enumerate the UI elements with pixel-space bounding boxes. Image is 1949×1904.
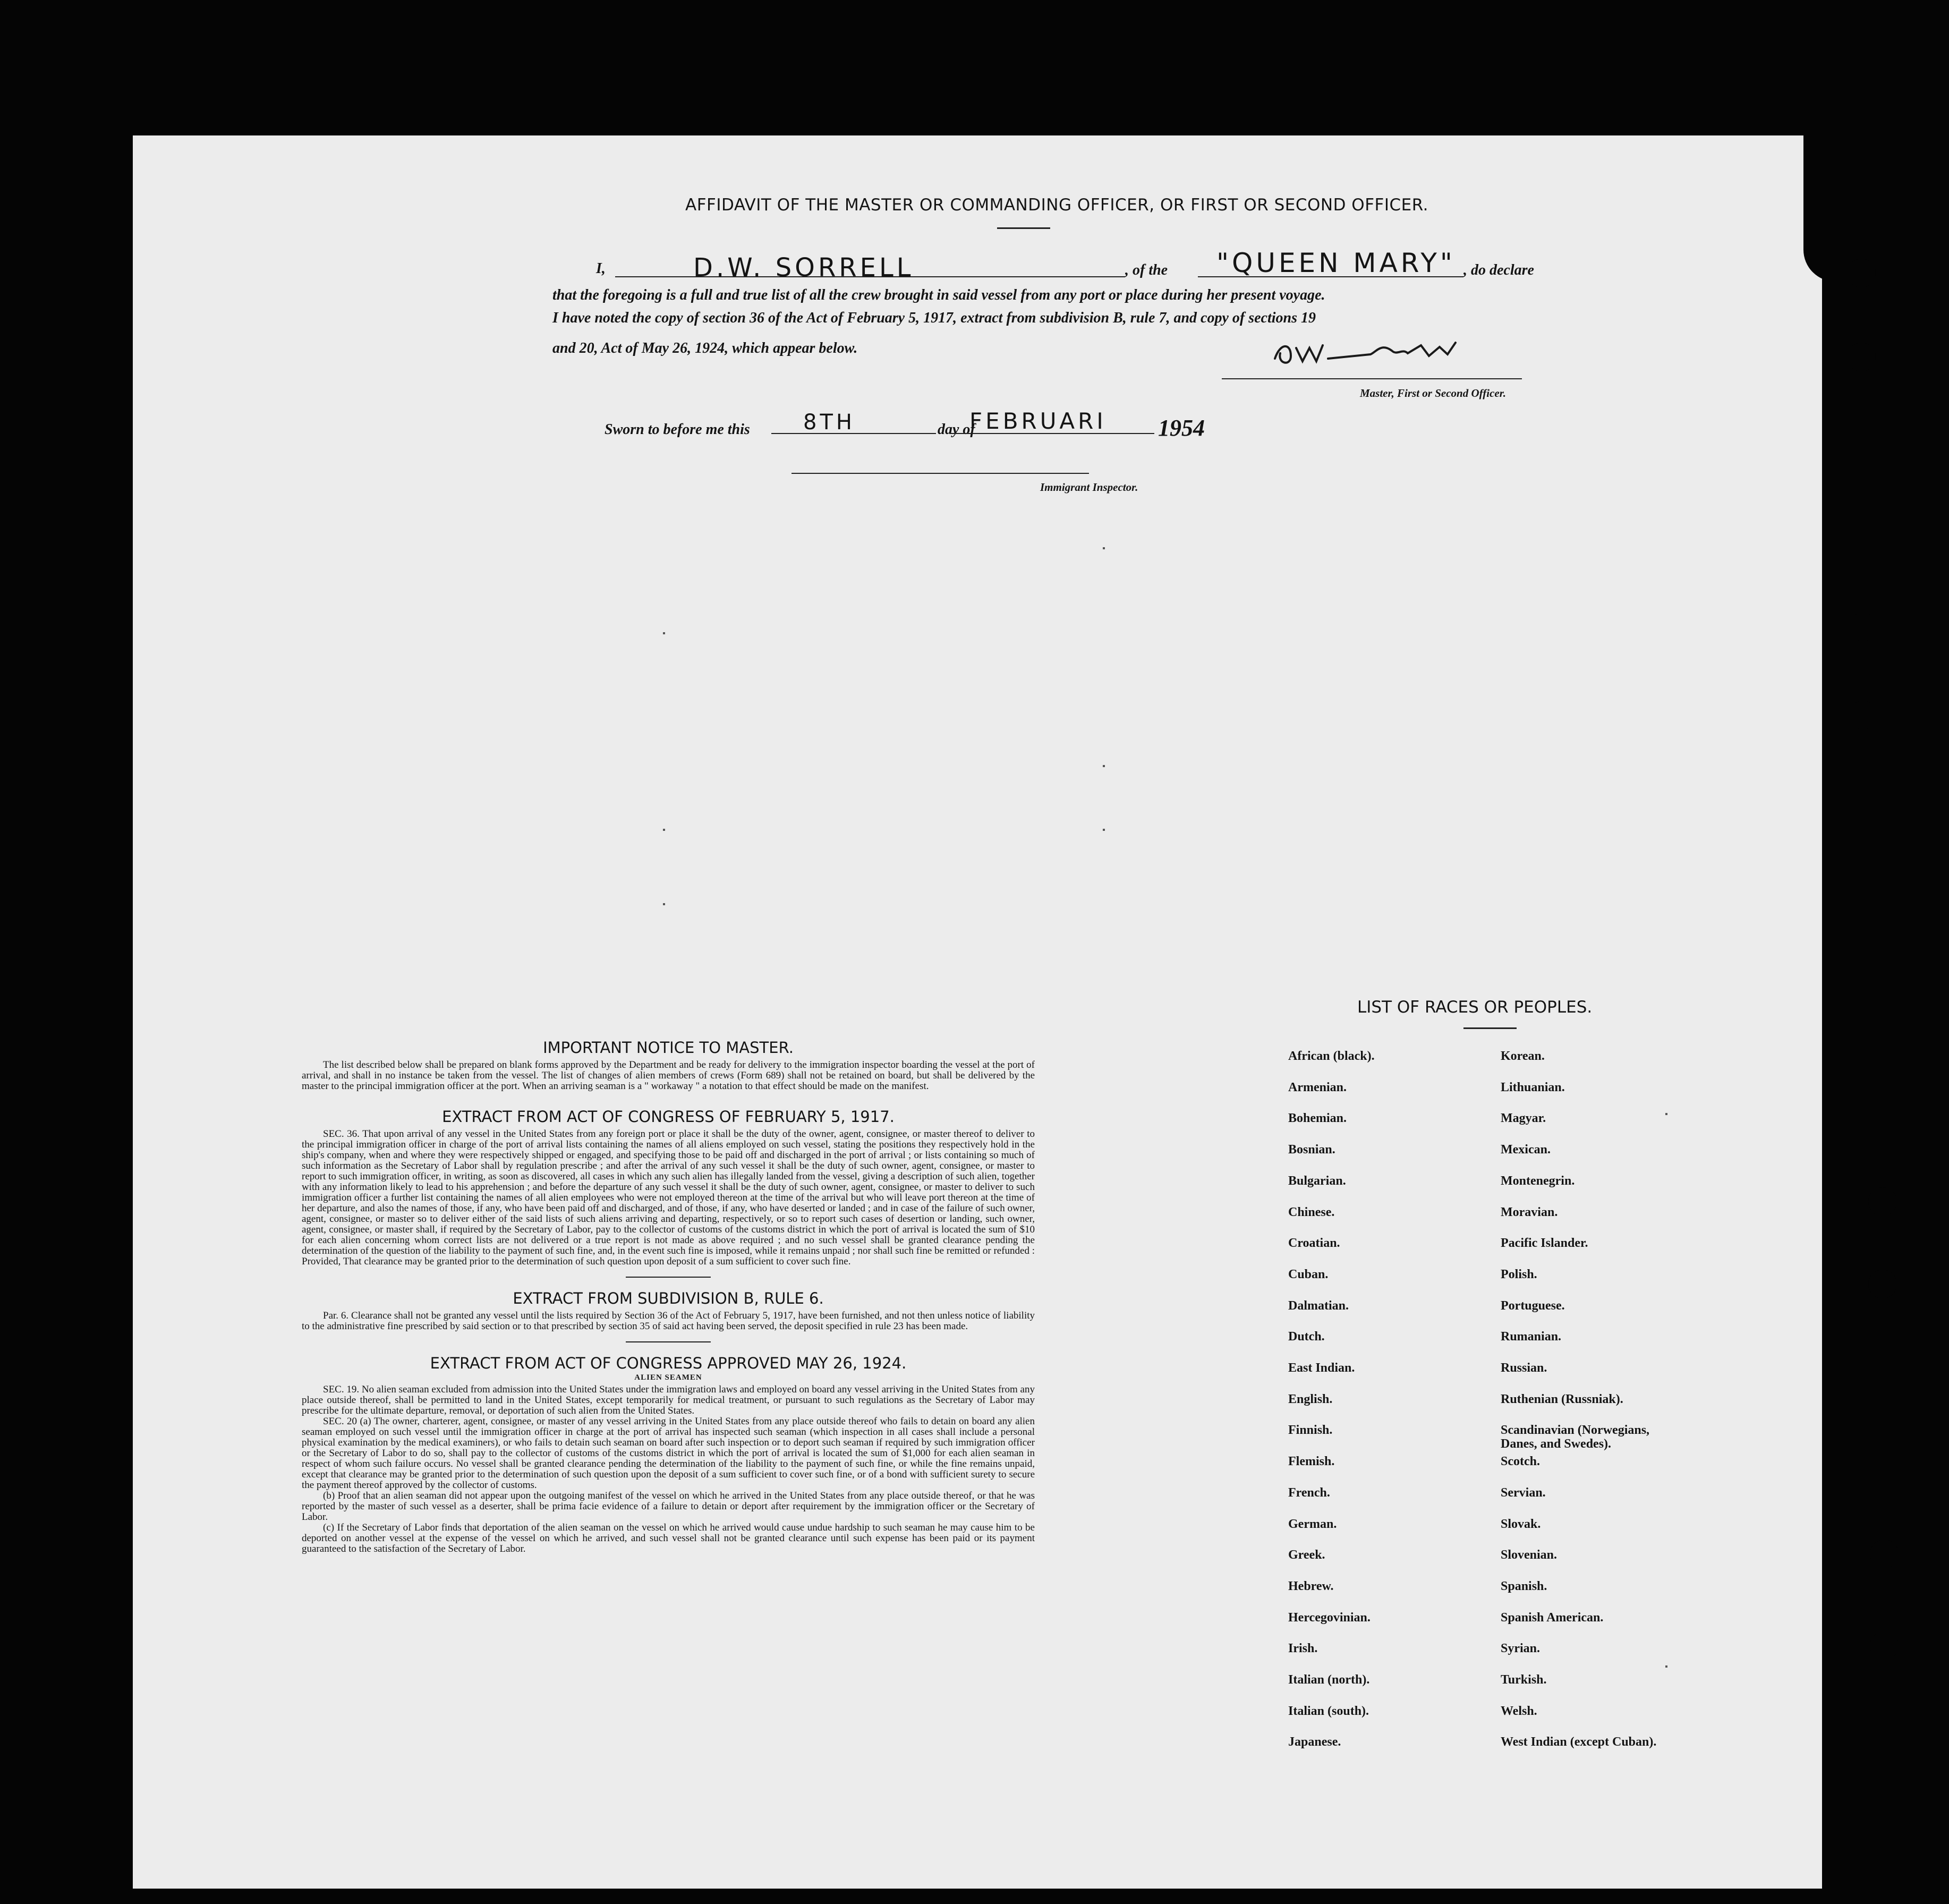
- race-item: Bulgarian.: [1288, 1174, 1346, 1188]
- line1-prefix: I,: [596, 260, 606, 277]
- race-item: Bohemian.: [1288, 1111, 1347, 1125]
- speck: [1665, 1665, 1667, 1668]
- sworn-mid: day of: [938, 421, 975, 438]
- race-item: Dutch.: [1288, 1330, 1325, 1344]
- race-item: Scotch.: [1501, 1455, 1540, 1468]
- vessel-name-field[interactable]: "QUEEN MARY": [1216, 248, 1456, 278]
- race-item: Portuguese.: [1501, 1299, 1565, 1313]
- affidavit-title: AFFIDAVIT OF THE MASTER OR COMMANDING OFFICER, OR FIRST OR SECOND OFFICER.: [685, 196, 1429, 215]
- notice-title: IMPORTANT NOTICE TO MASTER.: [543, 1039, 794, 1057]
- line1-suffix: , do declare: [1463, 262, 1534, 278]
- section-divider: [626, 1341, 711, 1342]
- race-item: Pacific Islander.: [1501, 1236, 1588, 1250]
- race-item: Dalmatian.: [1288, 1299, 1349, 1313]
- binder-hole: [1870, 1631, 1899, 1660]
- binder-hole: [1868, 1270, 1897, 1298]
- race-item: Korean.: [1501, 1049, 1545, 1063]
- notice-text: The list described below shall be prepared on blank forms approved by the Department and be ready for delivery to the immigration inspector boarding the vessel at the port of arrival, and shall in no instance be taken from the vessel. The list of changes of alien members of crews (Form 689) shall not be retained on board, but shall be delivered by the master to the principal immigration officer at the port. When an arriving seaman is a " workaway " a notation to that effect should be made on the manifest.: [302, 1059, 1035, 1092]
- race-item: Ruthenian (Russniak).: [1501, 1392, 1623, 1406]
- extract-1924-subtitle: ALIEN SEAMEN: [634, 1373, 702, 1382]
- extract-1917-text: SEC. 36. That upon arrival of any vessel in the United States from any foreign port or place it shall be the duty of the owner, agent, consignee, or master thereof to deliver to the principal immigration officer in charge of the port of arrival lists containing the names of all aliens employed on such vessel, stating the positions they respectively hold in the ship's company, when and where they were respectively shipped or engaged, and specifying those to be paid off and discharged in the port of arrival ; or lists containing so much of such information as the Secretary of Labor shall by regulation prescribe ; and after the arrival of any such vessel it shall be the duty of such owner, agent, consignee, or master to report to such immigration officer, in writing, as soon as discovered, all cases in which any such alien has illegally landed from the vessel, giving a description of such alien, together with any information likely to lead to his apprehension ; and before the departure of any such vessel it shall be the duty of such owner, agent, consignee, or master to deliver to such immigration officer a further list containing the names of all alien employees who were not employed thereon at the time of the arrival but who will leave port thereon at the time of her departure, and also the names of those, if any, who have been paid off and discharged, and of those, if any, who have deserted or landed ; and in case of the failure of such owner, agent, consignee, or master so to deliver either of the said lists of such aliens arriving and departing, respectively, or so to report such cases of desertion or landing, such owner, agent, consignee, or master shall, if required by the Secretary of Labor, pay to the collector of customs of the customs district in which the port of arrival is located the sum of $10 for each alien concerning whom correct lists are not delivered or a true report is not made as above required ; and no such vessel shall be granted clearance pending the determination of the question of the liability to the payment of such fine, and, in the event such fine is imposed, while it remains unpaid ; nor shall such fine be remitted or refunded : Provided, That clearance may be granted prior to the determination of such question upon deposit of a sum sufficient to cover such fine.: [302, 1128, 1035, 1267]
- race-item: Spanish American.: [1501, 1611, 1604, 1625]
- race-item: Greek.: [1288, 1548, 1325, 1562]
- title-underline: [997, 227, 1050, 229]
- inspector-caption: Immigrant Inspector.: [1040, 481, 1138, 494]
- speck: [1665, 1113, 1667, 1115]
- races-title: LIST OF RACES OR PEOPLES.: [1357, 998, 1593, 1017]
- master-signature: [1270, 327, 1471, 375]
- officer-name-field[interactable]: D.W. SORRELL: [693, 253, 914, 283]
- extract-1924-sec20c: (c) If the Secretary of Labor finds that deportation of the alien seaman on the vessel on which he arrived would cause undue hardship to such seaman he may cause him to be deported on another vessel at the expense of the vessel on which he arrived, and such vessel shall not be granted clearance until such expense has been paid or its payment guaranteed to the satisfaction of the Secretary of Labor.: [302, 1522, 1035, 1554]
- binder-hole: [1849, 701, 1877, 729]
- race-item: Slovak.: [1501, 1517, 1541, 1531]
- extract-1924-title: EXTRACT FROM ACT OF CONGRESS APPROVED MAY 26, 1924.: [430, 1354, 907, 1372]
- race-item: Mexican.: [1501, 1143, 1551, 1157]
- race-item: West Indian (except Cuban).: [1501, 1735, 1657, 1749]
- master-caption: Master, First or Second Officer.: [1360, 387, 1506, 400]
- affidavit-body-line4: and 20, Act of May 26, 1924, which appear below.: [552, 340, 858, 356]
- race-item: Magyar.: [1501, 1111, 1546, 1125]
- race-item: Armenian.: [1288, 1081, 1347, 1094]
- extract-rule6-text: Par. 6. Clearance shall not be granted any vessel until the lists required by Section 36 of the Act of February 5, 1917, have been furnished, and not then unless notice of liability to the administrative fine prescribed by said section or to that prescribed by section 35 of said act having been served, the deposit specified in rule 23 has been made.: [302, 1310, 1035, 1332]
- race-item: East Indian.: [1288, 1361, 1355, 1375]
- extract-1917-title: EXTRACT FROM ACT OF CONGRESS OF FEBRUARY 5, 1917.: [442, 1108, 895, 1126]
- extract-1924-sec20a: SEC. 20 (a) The owner, charterer, agent, consignee, or master of any vessel arriving in the United States from any place outside thereof who fails to detain on board any alien seaman employed on such vessel until the immigration officer in charge at the port of arrival has inspected such seaman (which inspection in all cases shall include a personal physical examination by the medical examiners), or who fails to detain such seaman on board after such inspection or to deport such seaman if required by such immigration officer or the Secretary of Labor to do so, shall pay to the collector of customs of the customs district in which the port of arrival is located the sum of $1,000 for each alien seaman in respect of whom such failure occurs. No vessel shall be granted clearance pending the determination of the liability to the payment of such fine, or while the fine remains unpaid, except that clearance may be granted prior to the determination of such question upon the deposit of a sum sufficient to cover such fine, or of a bond with sufficient surety to secure the payment thereof approved by the collector of customs.: [302, 1416, 1035, 1491]
- race-item: Moravian.: [1501, 1205, 1558, 1219]
- affidavit-body-line2: that the foregoing is a full and true list of all the crew brought in said vessel from any port or place during her present voyage.: [552, 287, 1325, 303]
- race-item: Welsh.: [1501, 1704, 1537, 1718]
- affidavit-body-line3: I have noted the copy of section 36 of the Act of February 5, 1917, extract from subdivision B, rule 7, and copy of sections 19: [552, 310, 1316, 326]
- race-item: Lithuanian.: [1501, 1081, 1565, 1094]
- section-divider: [626, 1277, 711, 1278]
- speck: [1103, 829, 1105, 831]
- master-signature-line: [1222, 378, 1522, 379]
- speck: [1103, 765, 1105, 767]
- race-item: Irish.: [1288, 1642, 1318, 1655]
- speck: [663, 829, 665, 831]
- extract-1924-sec20b: (b) Proof that an alien seaman did not appear upon the outgoing manifest of the vessel on which he arrived in the United States from any place outside thereof, or that he was reported by the master of such vessel as a deserter, shall be prima facie evidence of a failure to detain or deport after requirement by the immigration officer or the Secretary of Labor.: [302, 1490, 1035, 1523]
- race-item: Hebrew.: [1288, 1579, 1334, 1593]
- race-item: Italian (north).: [1288, 1673, 1370, 1687]
- race-item: Hercegovinian.: [1288, 1611, 1371, 1625]
- speck: [663, 903, 665, 905]
- binder-hole: [1847, 259, 1876, 287]
- torn-corner: [1803, 122, 1867, 282]
- sworn-day-field[interactable]: 8TH: [803, 410, 855, 435]
- binder-hole: [1849, 613, 1877, 641]
- line1-mid: , of the: [1125, 262, 1168, 278]
- sworn-year[interactable]: 1954: [1158, 415, 1205, 441]
- binder-hole: [1847, 343, 1876, 371]
- inspector-signature-line: [791, 473, 1089, 474]
- race-item: African (black).: [1288, 1049, 1375, 1063]
- race-item: Bosnian.: [1288, 1143, 1335, 1157]
- binder-hole: [1870, 1540, 1899, 1568]
- race-item: French.: [1288, 1486, 1330, 1500]
- race-item: Syrian.: [1501, 1642, 1541, 1655]
- race-item: Italian (south).: [1288, 1704, 1369, 1718]
- race-item: Spanish.: [1501, 1579, 1547, 1593]
- extract-1924-sec19: SEC. 19. No alien seaman excluded from admission into the United States under the immigration laws and employed on board any vessel arriving in the United States from any place outside thereof, shall be permitted to land in the United States, except temporarily for medical treatment, or pursuant to such regulations as the Secretary of Labor may prescribe for the ultimate departure, removal, or deportation of such alien from the United States.: [302, 1384, 1035, 1416]
- race-item: Montenegrin.: [1501, 1174, 1575, 1188]
- binder-hole: [1868, 1187, 1897, 1216]
- race-item: Croatian.: [1288, 1236, 1340, 1250]
- race-item: Flemish.: [1288, 1455, 1335, 1468]
- race-item: Cuban.: [1288, 1268, 1329, 1281]
- race-item: Servian.: [1501, 1486, 1546, 1500]
- speck: [663, 632, 665, 634]
- race-item: Chinese.: [1288, 1205, 1335, 1219]
- race-item: Finnish.: [1288, 1423, 1333, 1437]
- sworn-prefix: Sworn to before me this: [605, 421, 750, 438]
- races-title-underline: [1463, 1027, 1517, 1029]
- race-item: English.: [1288, 1392, 1333, 1406]
- race-item: German.: [1288, 1517, 1337, 1531]
- race-item: Rumanian.: [1501, 1330, 1562, 1344]
- race-item: Japanese.: [1288, 1735, 1341, 1749]
- extract-rule6-title: EXTRACT FROM SUBDIVISION B, RULE 6.: [513, 1289, 824, 1307]
- race-item: Slovenian.: [1501, 1548, 1558, 1562]
- race-item: Scandinavian (Norwegians, Danes, and Swedes).: [1501, 1423, 1650, 1451]
- race-item: Russian.: [1501, 1361, 1547, 1375]
- speck: [1103, 547, 1105, 549]
- sworn-month-field[interactable]: FEBRUARI: [969, 408, 1107, 434]
- race-item: Polish.: [1501, 1268, 1537, 1281]
- race-item: Turkish.: [1501, 1673, 1547, 1687]
